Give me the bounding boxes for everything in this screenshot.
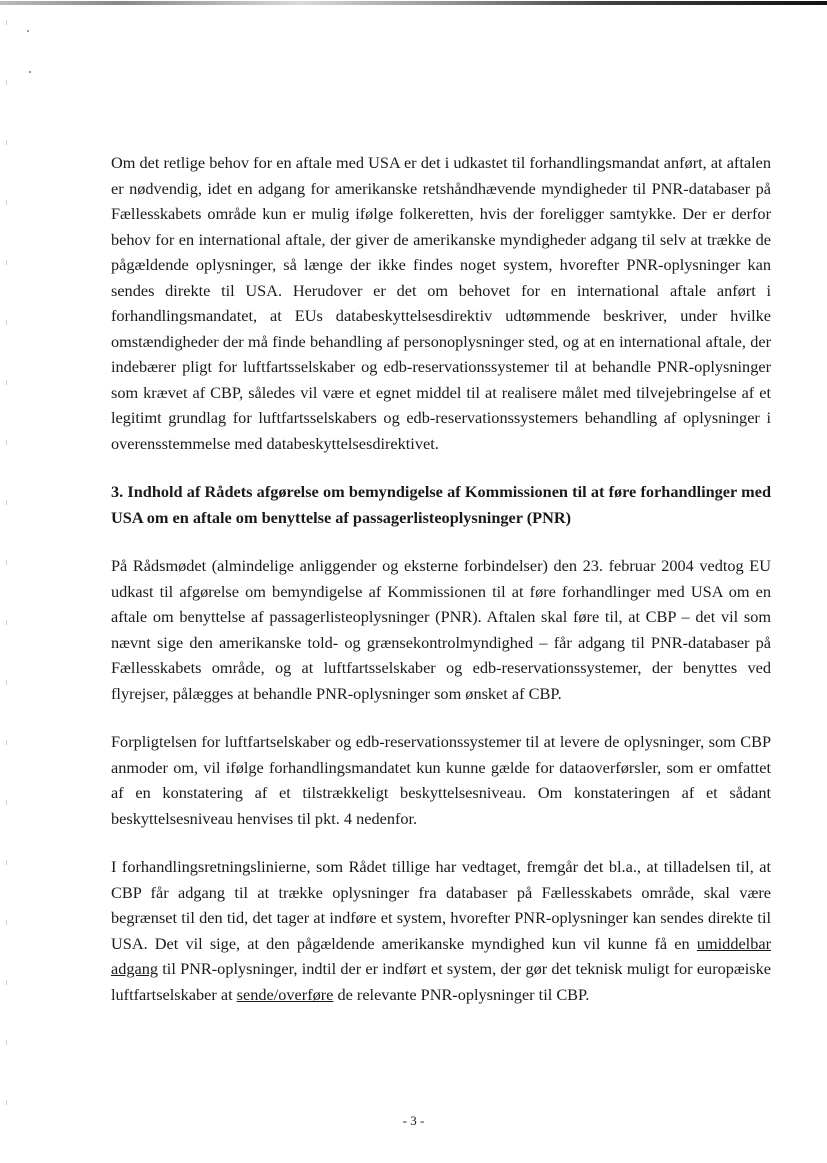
underlined-term: sende/overføre (236, 984, 334, 1004)
paragraph-text: til PNR-oplysninger, indtil der er indført et system, der gør det teknisk muligt for europæiske luftfartselskaber at (111, 959, 771, 1004)
scan-border-left (6, 20, 7, 1140)
paragraph-negotiation-guidelines (111, 854, 771, 1007)
document-body (111, 150, 771, 1007)
paragraph-legal-need: Om det retlige behov for en aftale med USA er det i udkastet til forhandlingsmandat anført, at aftalen er nødvendig, idet en adgang for amerikanske retshåndhævende myndigheder til PNR-databaser på Fællesskabets område kun er mulig ifølge folkeretten, hvis der foreligger samtykke. Der er derfor behov for en international aftale, der giver de amerikanske myndigheder adgang til selv at trække de pågældende oplysninger, så længe der ikke findes noget system, hvorefter PNR-oplysninger kan sendes direkte til USA. Herudover er det om behovet for en international aftale anført i forhandlingsmandatet, at EUs databeskyttelsesdirektiv udtømmende beskriver, under hvilke omstændigheder der må finde behandling af personoplysninger sted, og at en international aftale, der indebærer pligt for luftfartsselskaber og edb-reservationssystemer til at behandle PNR-oplysninger som krævet af CBP, således vil være et egnet middel til at realisere målet med tilvejebringelse af et legitimt grundlag for luftfartsselskabers og edb-reservationssystemers behandling af oplysninger i overensstemmelse med databeskyttelsesdirektivet. (111, 153, 771, 453)
scan-speck (29, 71, 31, 73)
paragraph-council-meeting: På Rådsmødet (almindelige anliggender og eksterne forbindelser) den 23. februar 2004 vedtog EU udkast til afgørelse om bemyndigelse af Kommissionen til at føre forhandlinger med USA om en aftale om benyttelse af passagerlisteoplysninger (PNR). Aftalen skal føre til, at CBP – det vil som nævnt sige den amerikanske told- og grænsekontrolmyndighed – får adgang til PNR-databaser på Fællesskabets område, og at luftfartsselskaber og edb-reservationssystemer, der benyttes ved flyrejser, pålægges at behandle PNR-oplysninger som ønsket af CBP. (111, 556, 771, 703)
page-number: - 3 - (402, 1113, 425, 1128)
underlined-term: umiddelbar adgang (111, 933, 771, 978)
scan-border-top (0, 1, 827, 5)
scan-speck (27, 30, 29, 32)
section-heading-3: 3. Indhold af Rådets afgørelse om bemyndigelse af Kommissionen til at føre forhandlinger med USA om en aftale om benyttelse af passagerlisteoplysninger (PNR) (111, 482, 771, 527)
paragraph-text: de relevante PNR-oplysninger til CBP. (333, 984, 590, 1004)
paragraph-obligation: Forpligtelsen for luftfartselskaber og edb-reservationssystemer til at levere de oplysninger, som CBP anmoder om, vil ifølge forhandlingsmandatet kun kunne gælde for dataoverførsler, som er omfattet af en konstatering af et tilstrækkeligt beskyttelsesniveau. Om konstateringen af et sådant beskyttelsesniveau henvises til pkt. 4 nedenfor. (111, 732, 771, 828)
paragraph-text: I forhandlingsretningslinierne, som Rådet tillige har vedtaget, fremgår det bl.a., at tilladelsen til, at CBP får adgang til at trække oplysninger fra databaser på Fællesskabets område, skal være begrænset til den tid, det tager at indføre et system, hvorefter PNR-oplysninger kan sendes direkte til USA. Det vil sige, at den pågældende amerikanske myndighed kun vil kunne få en (111, 857, 771, 953)
